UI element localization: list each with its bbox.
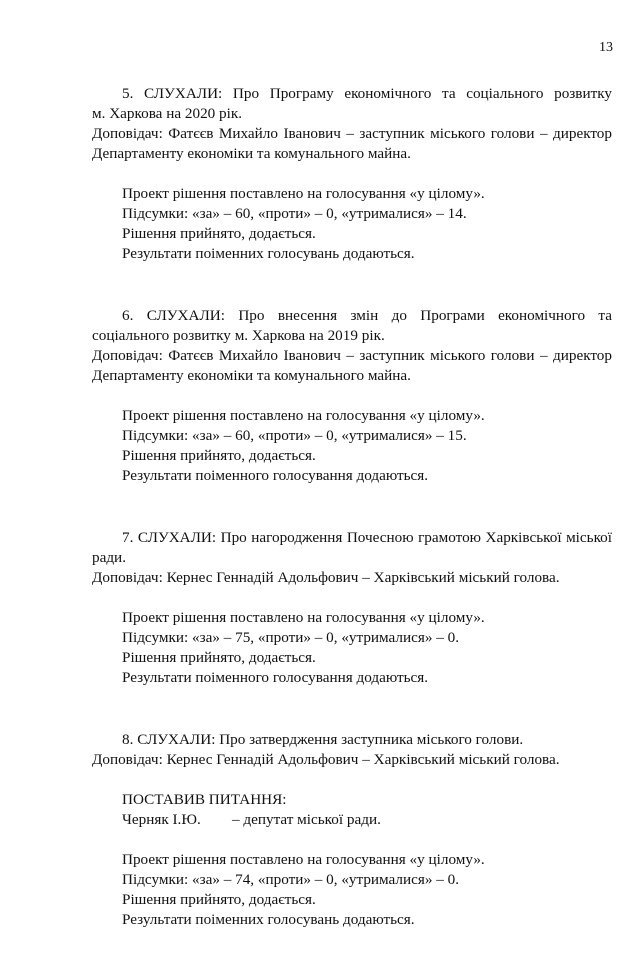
vote-tally: Підсумки: «за» – 60, «проти» – 0, «утрималися» – 14. — [122, 205, 467, 222]
vote-tally: Підсумки: «за» – 75, «проти» – 0, «утрималися» – 0. — [122, 629, 460, 646]
speaker: Доповідач: Фатєєв Михайло Іванович – заступник міського голови – директор — [92, 347, 612, 364]
vote-attachment: Результати поіменного голосування додаються. — [122, 669, 429, 686]
vote-decision: Рішення прийнято, додається. — [122, 891, 316, 908]
vote-decision: Рішення прийнято, додається. — [122, 225, 316, 242]
agenda-item-8 — [92, 730, 612, 930]
vote-result — [92, 406, 612, 486]
item-heading: 5. СЛУХАЛИ: Про Програму економічного та соціального розвитку — [122, 85, 612, 102]
item-heading: 8. СЛУХАЛИ: Про затвердження заступника міського голови. — [122, 731, 524, 748]
vote-line: Проект рішення поставлено на голосування «у цілому». — [122, 407, 485, 424]
item-heading: 6. СЛУХАЛИ: Про внесення змін до Програми економічного та — [122, 307, 612, 324]
vote-tally: Підсумки: «за» – 60, «проти» – 0, «утрималися» – 15. — [122, 427, 467, 444]
speaker-cont: Департаменту економіки та комунального майна. — [92, 145, 411, 162]
vote-tally: Підсумки: «за» – 74, «проти» – 0, «утрималися» – 0. — [122, 871, 460, 888]
question-label: ПОСТАВИВ ПИТАННЯ: — [122, 791, 287, 808]
item-heading-cont: соціального розвитку м. Харкова на 2019 рік. — [92, 327, 385, 344]
agenda-item-6 — [92, 306, 612, 486]
item-heading: 7. СЛУХАЛИ: Про нагородження Почесною грамотою Харківської міської — [122, 529, 612, 546]
page-number: 13 — [599, 40, 613, 55]
speaker: Доповідач: Фатєєв Михайло Іванович – заступник міського голови – директор — [92, 125, 612, 142]
vote-line: Проект рішення поставлено на голосування «у цілому». — [122, 851, 485, 868]
vote-line: Проект рішення поставлено на голосування «у цілому». — [122, 185, 485, 202]
vote-result — [92, 608, 612, 688]
document-body — [92, 84, 612, 972]
vote-attachment: Результати поіменних голосувань додаються. — [122, 911, 415, 928]
vote-line: Проект рішення поставлено на голосування «у цілому». — [122, 609, 485, 626]
item-heading-cont: м. Харкова на 2020 рік. — [92, 105, 243, 122]
author-role: – депутат міської ради. — [232, 811, 381, 828]
author-name: Черняк І.Ю. — [122, 811, 201, 828]
speaker-cont: Департаменту економіки та комунального майна. — [92, 367, 411, 384]
agenda-item-5 — [92, 84, 612, 264]
vote-result — [92, 850, 612, 930]
vote-result — [92, 184, 612, 264]
item-heading-cont: ради. — [92, 549, 126, 566]
vote-decision: Рішення прийнято, додається. — [122, 447, 316, 464]
vote-decision: Рішення прийнято, додається. — [122, 649, 316, 666]
vote-attachment: Результати поіменного голосування додаються. — [122, 467, 429, 484]
speaker: Доповідач: Кернес Геннадій Адольфович – Харківський міський голова. — [92, 569, 560, 586]
question-raised — [92, 790, 612, 830]
agenda-item-7 — [92, 528, 612, 688]
vote-attachment: Результати поіменних голосувань додаються. — [122, 245, 415, 262]
speaker: Доповідач: Кернес Геннадій Адольфович – Харківський міський голова. — [92, 751, 560, 768]
question-author — [122, 810, 612, 830]
